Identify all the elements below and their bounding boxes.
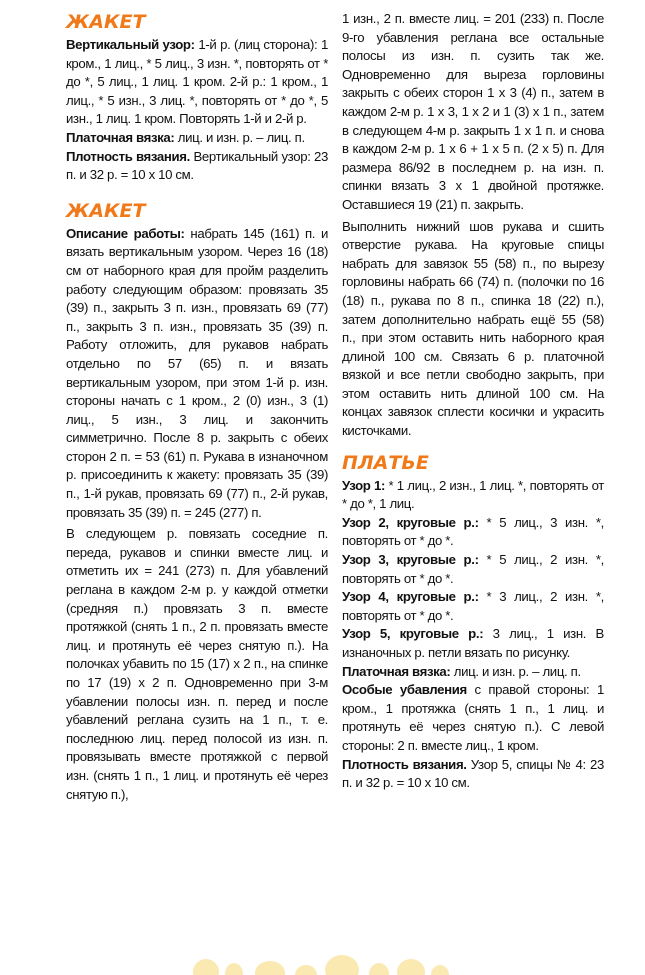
right-column bbox=[342, 10, 604, 796]
term-label: Платочная вязка: bbox=[66, 129, 175, 145]
decorative-bubbles bbox=[185, 944, 455, 975]
bubble-shape bbox=[325, 955, 359, 975]
term-label: Особые убавления bbox=[342, 682, 467, 698]
term-text: набрать 145 (161) п. и вязать вертикальным узором. Через 16 (18) см от наборного края для пройм разделить работу следующим образом: провязать 35 (39) п., закрыть 3 п. изн., провязать 69 (77) п., закрыть 3 п. изн., провязать 35 (39) п. Работу отложить, для рукавов набрать отдельно по 57 (65) п. и вязать вертикальным узором, при этом 1-й р. изн. стороны начать с 1 кром., 2 (0) изн., 3 (1) лиц., 5 изн., 3 лиц. и закончить симметрично. После 8 р. закрыть с обеих сторон 2 п. = 53 (61) п. Рукава в изнаночном р. присоединить к жакету: провязать 35 (39) п., 1-й рукав, провязать 69 (77) п., 2-й рукав, провязать 35 (39) п. = 245 (277) п. bbox=[66, 225, 328, 520]
term-text: с правой стороны: 1 кром., 1 протяжка (снять 1 п., 1 лиц. и протянуть её через снятую п.). С левой стороны: 2 п. вместе лиц., 1 кром. bbox=[342, 682, 604, 753]
term-label: Узор 4, круговые р.: bbox=[342, 589, 479, 605]
bubble-shape bbox=[369, 963, 389, 975]
term-label: Вертикальный узор: bbox=[66, 37, 195, 52]
term-text: лиц. и изн. р. – лиц. п. bbox=[450, 663, 581, 679]
section-heading-jacket: ЖАКЕТ bbox=[66, 11, 146, 33]
left-column bbox=[66, 10, 328, 807]
paragraph-pattern-2 bbox=[342, 514, 604, 551]
term-text: * 3 лиц., 2 изн. *, повторять от * до *. bbox=[342, 589, 604, 623]
paragraph-raglan: В следующем р. повязать соседние п. переда, рукавов и спинки вместе лиц. и отметить их = 241 (273) п. Для убавлений реглана в каждом 2-м р. у каждой отметки (средняя п.) провязать 3 п. вместе протяжкой (снять 1 п., 2 п. провязать вместе лиц. и протянуть её через снятую п.). На полочках убавить по 15 (17) х 2 п., на спинке по 17 (19) х 2 п. Одновременно при 3-м убавлении полосы изн. п. перед и после убавлений реглана сузить на 1 п., т. е. последнюю лиц. перед полосой из изн. п. провязывать вместе протяжкой с первой изн. (снять 1 п., 1 лиц. и протянуть её через снятую п.), bbox=[66, 526, 328, 802]
paragraph-pattern-1 bbox=[342, 477, 604, 514]
term-label: Плотность вязания. bbox=[66, 148, 190, 164]
term-text: 3 лиц., 1 изн. В изнаночных р. петли вязать по рисунку. bbox=[342, 626, 604, 660]
paragraph-pattern-3 bbox=[342, 551, 604, 588]
bubble-shape bbox=[193, 959, 219, 975]
bubble-shape bbox=[225, 963, 243, 975]
bubble-shape bbox=[397, 959, 425, 975]
bubble-shape bbox=[255, 961, 285, 975]
term-text: лиц. и изн. р. – лиц. п. bbox=[174, 129, 305, 145]
paragraph-gauge-dress bbox=[342, 756, 604, 793]
term-text: Вертикальный узор: 23 п. и 32 р. = 10 х 10 см. bbox=[66, 148, 328, 183]
paragraph-pattern-5 bbox=[342, 625, 604, 662]
paragraph-garter-stitch bbox=[66, 129, 328, 148]
term-label: Узор 2, круговые р.: bbox=[342, 514, 479, 530]
term-label: Узор 1: bbox=[342, 477, 386, 493]
section-heading-dress: ПЛАТЬЕ bbox=[342, 451, 429, 474]
paragraph-raglan-continued: 1 изн., 2 п. вместе лиц. = 201 (233) п. После 9-го убавления реглана все остальные полосы из изн. п. сузить так же. Одновременно для выреза горловины закрыть с обеих сторон 1 х 3 (4) п., затем в каждом 2-м р. 1 х 3, 1 х 2 и 1 (3) х 1 п., затем в следующем 4-м р. закрыть 1 х 1 п. и снова в каждом 2-м р. 1 х 6 + 1 х 5 п. (2 х 5) п. Для размера 86/92 в последнем р. на изн. п. спинки вязать 3 х 1 двойной протяжке. Оставшиеся 19 (21) п. закрыть. bbox=[342, 11, 604, 212]
paragraph-garter-stitch-dress bbox=[342, 663, 604, 682]
bubble-shape bbox=[295, 965, 317, 975]
term-label: Узор 5, круговые р.: bbox=[342, 626, 484, 642]
term-label: Узор 3, круговые р.: bbox=[342, 552, 479, 568]
term-label: Описание работы: bbox=[66, 225, 185, 241]
paragraph-vertical-pattern bbox=[66, 36, 328, 129]
bubble-shape bbox=[431, 965, 449, 975]
term-label: Плотность вязания. bbox=[342, 756, 467, 772]
term-label: Платочная вязка: bbox=[342, 663, 451, 679]
paragraph-special-decreases bbox=[342, 681, 604, 755]
paragraph-finishing: Выполнить нижний шов рукава и сшить отверстие рукава. На круговые спицы набрать для завязок 55 (58) п., по вырезу горловины набрать 66 (74) п. (полочки по 16 (18) п., рукава по 8 п., спинка 18 (22) п.), затем дополнительно набрать ещё 55 (58) п., при этом оставить нить наборного края длиной 100 см. Связать 6 р. платочной вязкой и все петли свободно закрыть, при этом оставить нить длиной 100 см. На концах завязок сплести косички и украсить кисточками. bbox=[342, 218, 604, 439]
term-text: * 1 лиц., 2 изн., 1 лиц. *, повторять от * до *, 1 лиц. bbox=[342, 477, 604, 512]
section-heading-jacket-2: ЖАКЕТ bbox=[66, 199, 146, 222]
term-text: Узор 5, спицы № 4: 23 п. и 32 р. = 10 х 10 см. bbox=[342, 756, 604, 791]
paragraph-gauge bbox=[66, 148, 328, 185]
term-text: * 5 лиц., 3 изн. *, повторять от * до *. bbox=[342, 514, 604, 549]
term-text: 1-й р. (лиц сторона): 1 кром., 1 лиц., * 5 лиц., 3 изн. *, повторять от * до *, 5 лиц., 1 лиц. 1 кром. 2-й р.: 1 кром., 1 лиц., * 5 изн., 3 лиц. *, повторять от * до *, 5 изн., 1 лиц. 1 кром. Повторять 1-й и 2-й р. bbox=[66, 37, 329, 127]
term-text: * 5 лиц., 2 изн. *, повторять от * до *. bbox=[342, 552, 604, 586]
paragraph-work-description bbox=[66, 225, 328, 523]
paragraph-pattern-4 bbox=[342, 588, 604, 625]
